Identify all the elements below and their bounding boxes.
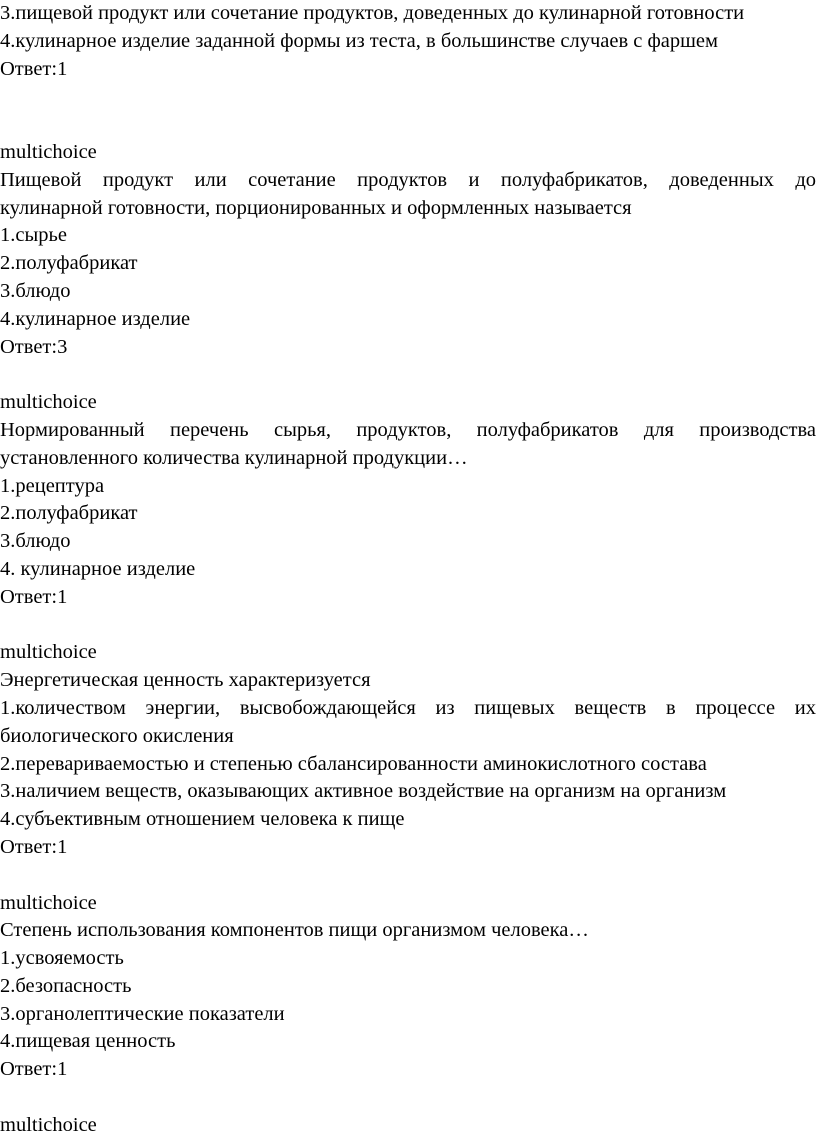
answer-text: Ответ:1 — [0, 585, 68, 608]
option-text: 3.блюдо — [0, 530, 71, 553]
spacer — [0, 83, 816, 139]
option-text: 1.усвояемость — [0, 947, 124, 970]
option-text: 4.кулинарное изделие — [0, 307, 191, 330]
question-type: multichoice — [0, 140, 97, 163]
question-text: Степень использования компонентов пищи организмом человека… — [0, 919, 589, 942]
option-text: 2.перевариваемостью и степенью сбалансированности аминокислотного состава — [0, 752, 707, 775]
spacer — [0, 361, 816, 389]
question-text: Пищевой продукт или сочетание продуктов и полуфабрикатов, доведенных до — [0, 168, 816, 191]
question-text: кулинарной готовности, порционированных и оформленных называется — [0, 196, 632, 219]
option-text: 4.кулинарное изделие заданной формы из теста, в большинстве случаев с фаршем — [0, 29, 719, 52]
option-text: 4.субъективным отношением человека к пище — [0, 808, 405, 831]
option-text: биологического окисления — [0, 724, 234, 747]
option-text: 2.безопасность — [0, 974, 132, 997]
option-text: 3.наличием веществ, оказывающих активное воздействие на организм на организм — [0, 780, 727, 803]
question-type: multichoice — [0, 391, 97, 414]
question-text: Энергетическая ценность характеризуется — [0, 669, 371, 692]
option-text: 4.пищевая ценность — [0, 1030, 176, 1053]
answer-text: Ответ:1 — [0, 835, 68, 858]
question-type: multichoice — [0, 1113, 97, 1136]
option-text: 2.полуфабрикат — [0, 252, 138, 275]
option-text: 3.органолептические показатели — [0, 1002, 285, 1025]
answer-text: Ответ:3 — [0, 335, 68, 358]
question-type: multichoice — [0, 891, 97, 914]
spacer — [0, 1084, 816, 1112]
option-text: 4. кулинарное изделие — [0, 557, 196, 580]
option-text: 3.пищевой продукт или сочетание продуктов, доведенных до кулинарной готовности — [0, 2, 745, 24]
option-text: 1.количеством энергии, высвобождающейся из пищевых веществ в процессе их — [0, 696, 816, 719]
answer-text: Ответ:1 — [0, 57, 68, 80]
option-text: 2.полуфабрикат — [0, 502, 138, 525]
answer-text: Ответ:1 — [0, 1058, 68, 1081]
option-text: 1.сырье — [0, 224, 67, 247]
option-text: 3.блюдо — [0, 279, 71, 302]
question-text: Нормированный перечень сырья, продуктов, полуфабрикатов для производства — [0, 418, 816, 441]
spacer — [0, 862, 816, 890]
question-text: установленного количества кулинарной продукции… — [0, 446, 468, 469]
option-text: 1.рецептура — [0, 474, 105, 497]
question-type: multichoice — [0, 641, 97, 664]
spacer — [0, 612, 816, 640]
